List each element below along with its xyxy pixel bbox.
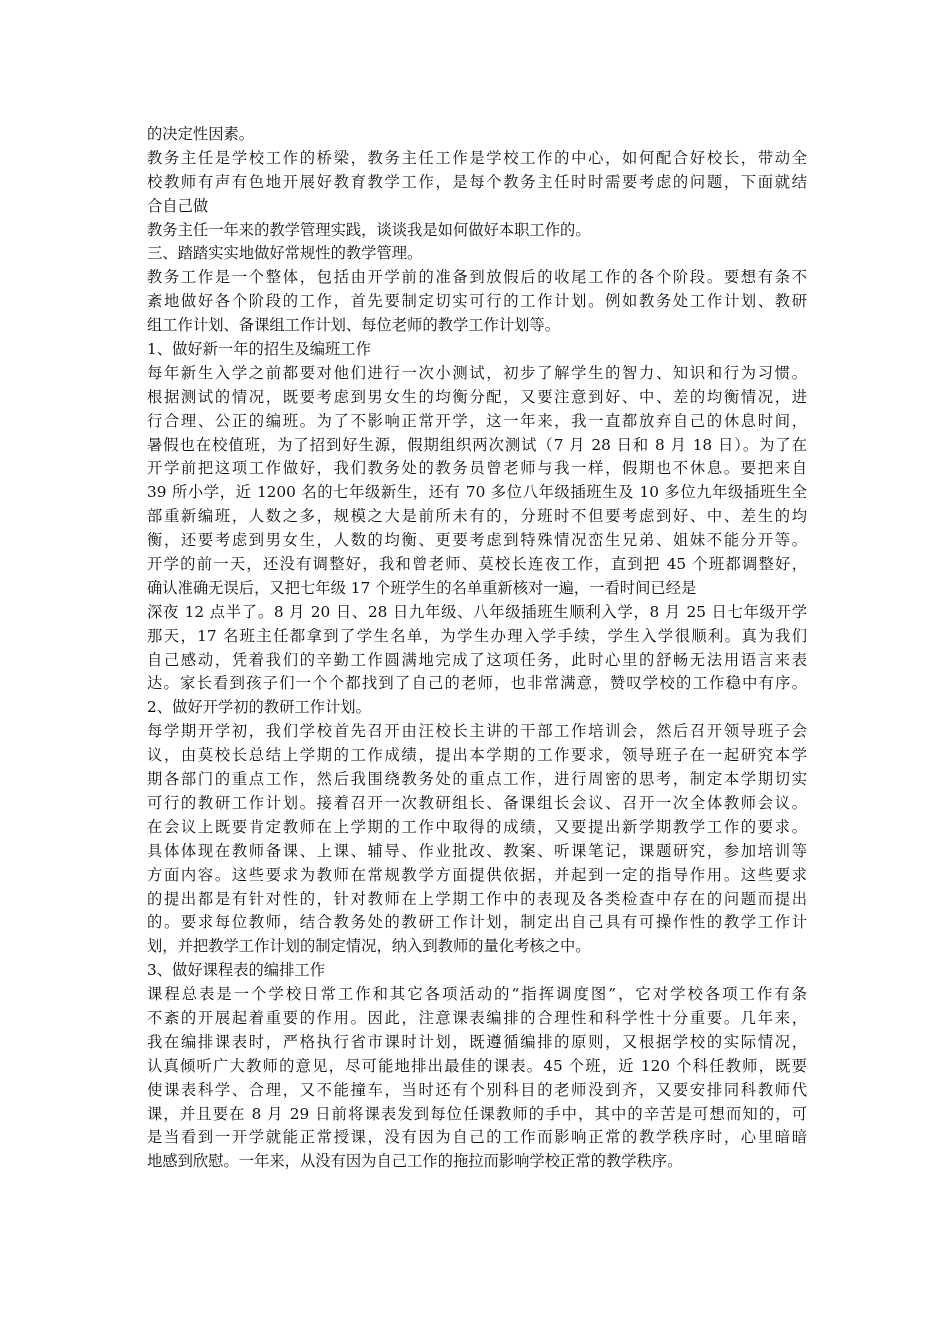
document-body <box>147 123 807 1174</box>
text-line: 3、做好课程表的编排工作 <box>147 961 325 980</box>
text-line: 课程总表是一个学校日常工作和其它各项活动的“指挥调度图”，它对学校各项工作有条 <box>147 985 807 1004</box>
text-line: 认真倾听广大教师的意见，尽可能地排出最佳的课表。45 个班，近 120 个科任教师，既要 <box>147 1056 807 1075</box>
text-line: 的决定性因素。 <box>147 125 255 143</box>
text-line: 39 所小学，近 1200 名的七年级新生，还有 70 多位八年级插班生及 10 多位九年级插班生全 <box>147 483 807 502</box>
text-line: 组工作计划、备课组工作计划、每位老师的教学工作计划等。 <box>147 316 561 335</box>
text-line: 达。家长看到孩子们一个个都找到了自己的老师，也非常满意，赞叹学校的工作稳中有序。 <box>147 674 807 693</box>
text-line: 自己感动，凭着我们的辛勤工作圆满地完成了这项任务，此时心里的舒畅无法用语言来表 <box>147 650 807 669</box>
text-line: 使课表科学、合理，又不能撞车，当时还有个别科目的老师没到齐，又要安排同科教师代 <box>147 1080 807 1099</box>
text-line: 开学的前一天，还没有调整好，我和曾老师、莫校长连夜工作，直到把 45 个班都调整好， <box>147 555 807 574</box>
text-line: 在会议上既要肯定教师在上学期的工作中取得的成绩，又要提出新学期教学工作的要求。 <box>147 817 807 836</box>
text-line: 教务工作是一个整体，包括由开学前的准备到放假后的收尾工作的各个阶段。要想有条不 <box>147 268 807 287</box>
text-line: 的提出都是有针对性的，针对教师在上学期工作中的表现及各类检查中存在的问题而提出 <box>147 889 807 908</box>
text-line: 地感到欣慰。一年来，从没有因为自己工作的拖拉而影响学校正常的教学秩序。 <box>147 1152 683 1171</box>
text-line: 三、踏踏实实地做好常规性的教学管理。 <box>147 244 423 263</box>
text-line: 1、做好新一年的招生及编班工作 <box>147 340 371 359</box>
text-line: 可行的教研工作计划。接着召开一次教研组长、备课组长会议、召开一次全体教师会议。 <box>147 793 807 812</box>
text-line: 衡，还要考虑到男女生，人数的均衡、更要考虑到特殊情况峦生兄弟、姐妹不能分开等。 <box>147 531 807 550</box>
text-line: 教务主任一年来的教学管理实践，谈谈我是如何做好本职工作的。 <box>147 220 591 239</box>
text-line: 划，并把教学工作计划的制定情况，纳入到教师的量化考核之中。 <box>147 937 591 956</box>
text-line: 议，由莫校长总结上学期的工作成绩，提出本学期的工作要求，领导班子在一起研究本学 <box>147 746 807 765</box>
text-line: 不紊的开展起着重要的作用。因此，注意课表编排的合理性和科学性十分重要。几年来， <box>147 1008 807 1027</box>
text-line: 合自己做 <box>147 196 209 215</box>
text-line: 每学期开学初，我们学校首先召开由汪校长主讲的干部工作培训会，然后召开领导班子会 <box>147 722 807 741</box>
text-line: 具体体现在教师备课、上课、辅导、作业批改、教案、听课笔记，课题研究，参加培训等 <box>147 841 807 860</box>
text-line: 根据测试的情况，既要考虑到男女生的均衡分配，又要注意到好、中、差的均衡情况，进 <box>147 387 807 406</box>
text-line: 校教师有声有色地开展好教育教学工作，是每个教务主任时时需要考虑的问题，下面就结 <box>147 172 807 191</box>
text-line: 暑假也在校值班，为了招到好生源，假期组织两次测试（7 月 28 日和 8 月 18 日）。为了在 <box>147 435 807 454</box>
text-line: 开学前把这项工作做好，我们教务处的教务员曾老师与我一样，假期也不休息。要把来自 <box>147 459 807 478</box>
text-line: 的。要求每位教师，结合教务处的教研工作计划，制定出自己具有可操作性的教学工作计 <box>147 913 807 932</box>
text-line: 紊地做好各个阶段的工作，首先要制定切实可行的工作计划。例如教务处工作计划、教研 <box>147 292 807 311</box>
text-line: 期各部门的重点工作，然后我围绕教务处的重点工作，进行周密的思考，制定本学期切实 <box>147 770 807 789</box>
text-line: 2、做好开学初的教研工作计划。 <box>147 698 371 717</box>
text-line: 课，并且要在 8 月 29 日前将课表发到每位任课教师的手中，其中的辛苦是可想而知的，可 <box>147 1104 807 1123</box>
text-line: 方面内容。这些要求为教师在常规教学方面提供依据，并起到一定的指导作用。这些要求 <box>147 865 807 884</box>
text-line: 部重新编班，人数之多，规模之大是前所未有的，分班时不但要考虑到好、中、差生的均 <box>147 507 807 526</box>
text-line: 教务主任是学校工作的桥梁，教务主任工作是学校工作的中心，如何配合好校长，带动全 <box>147 148 807 167</box>
text-line: 深夜 12 点半了。8 月 20 日、28 日九年级、八年级插班生顺利入学，8 月 25 日七年级开学 <box>147 602 807 621</box>
text-line: 是当看到一开学就能正常授课，没有因为自己的工作而影响正常的教学秩序时，心里暗暗 <box>147 1128 807 1147</box>
text-line: 每年新生入学之前都要对他们进行一次小测试，初步了解学生的智力、知识和行为习惯。 <box>147 363 807 382</box>
text-line: 行合理、公正的编班。为了不影响正常开学，这一年来，我一直都放弃自己的休息时间， <box>147 411 807 430</box>
text-line: 确认准确无误后，又把七年级 17 个班学生的名单重新核对一遍，一看时间已经是 <box>147 578 697 597</box>
text-line: 我在编排课表时，严格执行省市课时计划，既遵循编排的原则，又根据学校的实际情况， <box>147 1032 807 1051</box>
text-line: 那天，17 名班主任都拿到了学生名单，为学生办理入学手续，学生入学很顺利。真为我们 <box>147 626 807 645</box>
